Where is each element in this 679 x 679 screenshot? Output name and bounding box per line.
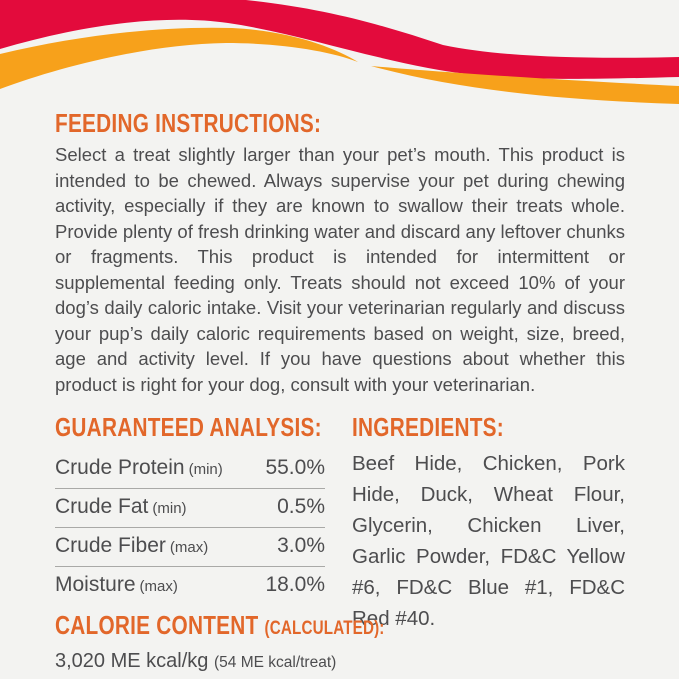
calorie-content-section [55, 610, 385, 673]
calorie-per-treat: (54 ME kcal/treat) [213, 654, 337, 671]
nutrient-name: Moisture [55, 573, 136, 596]
nutrient-label [55, 456, 223, 480]
analysis-row-crude-fat [55, 489, 325, 528]
nutrient-label [55, 534, 208, 558]
ingredients-title: INGREDIENTS: [352, 412, 504, 442]
nutrient-name: Crude Fiber [55, 534, 166, 557]
nutrient-qualifier: (min) [152, 500, 187, 517]
nutrient-value: 0.5% [277, 495, 325, 518]
calorie-value: 3,020 ME kcal/kg [55, 650, 209, 672]
nutrient-qualifier: (max) [169, 539, 209, 556]
guaranteed-analysis-table [55, 450, 325, 605]
nutrient-name: Crude Protein [55, 456, 185, 479]
feeding-instructions-section [55, 109, 625, 397]
nutrient-qualifier: (max) [139, 578, 178, 595]
feeding-instructions-title: FEEDING INSTRUCTIONS: [55, 108, 322, 138]
nutrient-label [55, 573, 178, 597]
ingredients-text: Beef Hide, Chicken, Pork Hide, Duck, Wheat Flour, Glycerin, Chicken Liver, Garlic Powder, FD&C Yellow #6, FD&C Blue #1, FD&C Red #40. [352, 452, 625, 630]
nutrient-value: 3.0% [277, 534, 325, 557]
analysis-row-moisture [55, 567, 325, 605]
calorie-value-line [55, 650, 337, 673]
analysis-row-crude-fiber [55, 528, 325, 567]
calorie-content-title [55, 611, 385, 643]
calorie-content-qualifier: (CALCULATED): [264, 618, 385, 639]
label-content [55, 109, 625, 673]
bottom-columns [55, 413, 625, 673]
analysis-row-crude-protein [55, 450, 325, 489]
nutrient-label [55, 495, 187, 519]
nutrient-value: 18.0% [265, 573, 325, 596]
nutrient-qualifier: (min) [188, 461, 223, 478]
analysis-column [55, 412, 385, 673]
nutrient-value: 55.0% [265, 456, 325, 479]
decorative-wave-banner [0, 0, 679, 115]
feeding-instructions-text: Select a treat slightly larger than your pet’s mouth. This product is intended to be chewed. Always supervise your pet during chewing activity, especially if they are known to swallow their treats whole. Provide plenty of fresh drinking water and discard any leftover chunks or fragments. This product is intended for intermittent or supplemental feeding only. Treats should not exceed 10% of your dog’s daily caloric intake. Visit your veterinarian regularly and discuss your pup’s daily caloric requirements based on weight, size, breed, age and activity level. If you have questions about whether this product is right for your dog, consult with your veterinarian. [55, 144, 625, 395]
calorie-content-title-text: CALORIE CONTENT [55, 610, 259, 640]
nutrient-name: Crude Fat [55, 495, 149, 518]
guaranteed-analysis-title: GUARANTEED ANALYSIS: [55, 412, 322, 442]
ingredients-column [352, 413, 625, 673]
